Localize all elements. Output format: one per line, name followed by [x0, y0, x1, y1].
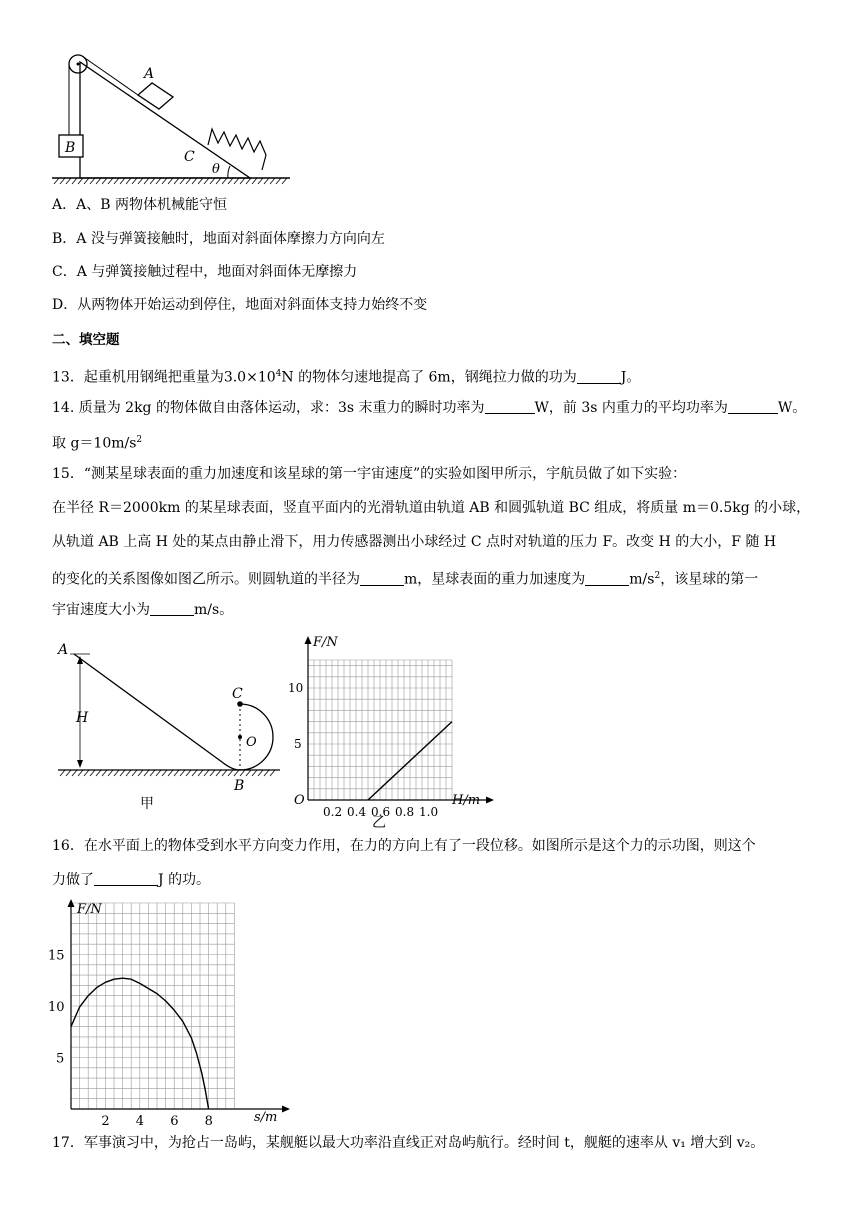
- q13-text-2: N 的物体匀速地提高了 6m，钢绳拉力做的功为: [281, 369, 577, 386]
- x-axis-label: s/m: [254, 1110, 278, 1125]
- q13-text-1: 13．起重机用钢绳把重量为: [52, 369, 224, 386]
- q14-answer-blank-2[interactable]: [728, 399, 778, 414]
- option-text: A 与弹簧接触过程中，地面对斜面体无摩擦力: [76, 264, 358, 280]
- y-axis-label: F/N: [77, 902, 102, 917]
- chart-f-vs-s: [46, 895, 296, 1125]
- theta-label: θ: [212, 162, 220, 177]
- y-tick-label: 10: [288, 681, 304, 695]
- y-tick-label: 5: [56, 1051, 65, 1067]
- q16-line-1: 16．在水平面上的物体受到水平方向变力作用，在力的方向上有了一段位移。如图所示是这个力的示功图，则这个: [52, 838, 756, 854]
- question-17: 17．军事演习中，为抢占一岛屿，某舰艇以最大功率沿直线正对岛屿航行。经时间 t，舰艇的速率从 v₁ 增大到 v₂。: [52, 1135, 765, 1151]
- q13-value: 3.0×10: [223, 369, 276, 386]
- q14-text-1: 14. 质量为 2kg 的物体做自由落体运动，求：3s 末重力的瞬时功率为: [52, 400, 485, 416]
- option-letter: D．: [52, 297, 78, 313]
- section-title: 二、填空题: [52, 332, 120, 348]
- y-tick-label: 10: [48, 1000, 65, 1015]
- option-text: A、B 两物体机械能守恒: [76, 197, 227, 213]
- q13-answer-blank[interactable]: [577, 369, 621, 384]
- q16-answer-blank[interactable]: [94, 871, 158, 886]
- q16-text-2b: J 的功。: [158, 872, 211, 888]
- origin-label: O: [294, 793, 305, 808]
- q14-text-3: W。: [777, 400, 807, 416]
- q14-text-4: 取 g＝10m/s: [52, 435, 137, 452]
- q14-text-2: W，前 3s 内重力的平均功率为: [534, 400, 728, 416]
- q15-text-5a: 宇宙速度大小为: [52, 602, 150, 618]
- x-tick-label: 1.0: [419, 805, 439, 819]
- q15-line-2: 在半径 R＝2000km 的某星球表面，竖直平面内的光滑轨道由轨道 AB 和圆弧轨道 BC 组成，将质量 m＝0.5kg 的小球，: [52, 500, 811, 516]
- q15-text-5b: m/s。: [194, 602, 234, 618]
- q15-exponent: 2: [654, 571, 661, 581]
- x-tick-label: 6: [170, 1114, 179, 1125]
- option-letter: C．: [52, 264, 77, 280]
- option-letter: B．: [52, 231, 77, 247]
- x-axis-label: H/m: [452, 793, 481, 808]
- option-text: 从两物体开始运动到停住，地面对斜面体支持力始终不变: [77, 297, 428, 313]
- q13-exponent: 4: [275, 369, 282, 379]
- q14-exponent: 2: [136, 435, 143, 445]
- q15-text-4a: 的变化的关系图像如图乙所示。则圆轨道的半径为: [52, 571, 360, 588]
- q15-line-3: 从轨道 AB 上高 H 处的某点由静止滑下，用力传感器测出小球经过 C 点时对轨道的压力 F。改变 H 的大小，F 随 H: [52, 534, 777, 550]
- y-axis-label: F/N: [313, 635, 338, 650]
- q15-answer-blank-3[interactable]: [150, 601, 194, 616]
- y-tick-label: 5: [294, 737, 302, 751]
- option-letter: A．: [52, 197, 77, 213]
- incline-figure: [40, 40, 300, 190]
- question-14-note: [52, 430, 142, 454]
- point-b-label: B: [234, 778, 245, 794]
- point-c-label: C: [184, 149, 195, 165]
- q15-answer-blank-2[interactable]: [585, 571, 629, 586]
- figure-jia-caption: 甲: [140, 796, 154, 812]
- question-13: [52, 364, 640, 388]
- point-a-label: A: [58, 642, 69, 658]
- block-a-label: A: [144, 66, 155, 82]
- chart-f-vs-h: [280, 632, 510, 832]
- x-tick-label: 0.2: [323, 805, 343, 819]
- option-c: [52, 262, 357, 282]
- point-c-label: C: [232, 686, 243, 702]
- q15-text-4b: m，星球表面的重力加速度为: [404, 571, 586, 588]
- q14-answer-blank-1[interactable]: [485, 399, 535, 414]
- x-tick-label: 8: [204, 1114, 213, 1125]
- q13-text-3: J。: [620, 369, 641, 386]
- q16-line-2: [52, 870, 210, 890]
- figure-yi-caption: 乙: [372, 815, 386, 831]
- q16-text-2a: 力做了: [52, 872, 94, 888]
- question-14: [52, 398, 806, 418]
- x-tick-label: 0.4: [347, 805, 367, 819]
- x-tick-label: 0.6: [371, 805, 391, 819]
- option-b: [52, 229, 385, 249]
- q15-line-5: [52, 600, 233, 620]
- q15-answer-blank-1[interactable]: [360, 571, 404, 586]
- x-tick-label: 2: [101, 1114, 110, 1125]
- option-a: [52, 195, 227, 215]
- y-tick-label: 15: [48, 948, 65, 964]
- track-figure-jia: [50, 640, 290, 820]
- height-h-label: H: [76, 710, 89, 726]
- x-tick-label: 4: [135, 1114, 145, 1125]
- q15-text-4d: ，该星球的第一: [660, 571, 759, 588]
- q15-line-1: 15．“测某星球表面的重力加速度和该星球的第一宇宙速度”的实验如图甲所示，宇航员做了如下实验：: [52, 466, 687, 482]
- q15-line-4: [52, 566, 758, 590]
- option-text: A 没与弹簧接触时，地面对斜面体摩擦力方向向左: [76, 231, 385, 247]
- block-b-label: B: [65, 140, 76, 156]
- option-d: [52, 295, 427, 315]
- center-o-label: O: [246, 735, 257, 750]
- q15-text-4c: m/s: [629, 571, 655, 588]
- x-tick-label: 0.8: [395, 805, 415, 819]
